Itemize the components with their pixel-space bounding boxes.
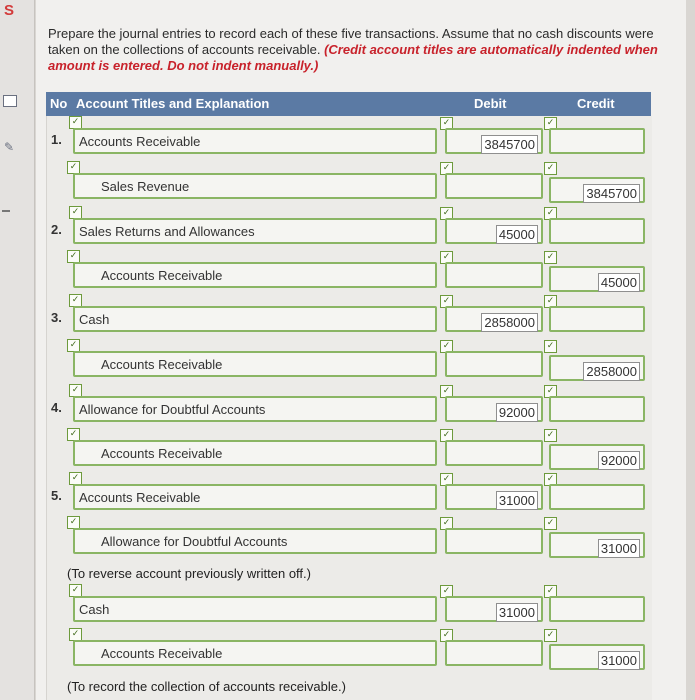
- header-no: No: [50, 96, 68, 111]
- debit-check-icon: ✓: [440, 385, 453, 398]
- entry-number: 4.: [51, 400, 62, 415]
- account-title-input[interactable]: Sales Returns and Allowances: [73, 218, 437, 244]
- debit-check-icon: ✓: [440, 340, 453, 353]
- credit-input[interactable]: [549, 128, 645, 154]
- entry-number: 5.: [51, 488, 62, 503]
- credit-check-icon: ✓: [544, 162, 557, 175]
- left-edge-strip: [0, 0, 35, 700]
- debit-input[interactable]: [445, 218, 543, 244]
- account-check-icon: ✓: [67, 250, 80, 263]
- account-title-input[interactable]: Cash: [73, 596, 437, 622]
- debit-value: 31000: [496, 603, 538, 622]
- credit-input[interactable]: [549, 266, 645, 292]
- table-row: [47, 430, 652, 475]
- entry-number: 2.: [51, 222, 62, 237]
- credit-input[interactable]: [549, 644, 645, 670]
- account-title-input[interactable]: Accounts Receivable: [73, 440, 437, 466]
- credit-value: 31000: [598, 539, 640, 558]
- edge-calculator-icon[interactable]: [3, 95, 17, 107]
- journal-table: [46, 116, 652, 700]
- table-row: [47, 386, 652, 431]
- credit-check-icon: ✓: [544, 473, 557, 486]
- debit-input[interactable]: [445, 128, 543, 154]
- credit-check-icon: ✓: [544, 117, 557, 130]
- header-debit: Debit: [474, 96, 507, 111]
- debit-check-icon: ✓: [440, 517, 453, 530]
- debit-value: 45000: [496, 225, 538, 244]
- account-check-icon: ✓: [69, 472, 82, 485]
- table-row: [47, 474, 652, 519]
- header-credit: Credit: [577, 96, 615, 111]
- account-check-icon: ✓: [67, 339, 80, 352]
- credit-check-icon: ✓: [544, 207, 557, 220]
- credit-check-icon: ✓: [544, 585, 557, 598]
- entry-explanation: (To record the collection of accounts receivable.): [67, 679, 346, 694]
- credit-check-icon: ✓: [544, 340, 557, 353]
- debit-input[interactable]: [445, 440, 543, 466]
- credit-input[interactable]: [549, 218, 645, 244]
- table-row: [47, 296, 652, 341]
- account-check-icon: ✓: [69, 206, 82, 219]
- table-row: [47, 586, 652, 631]
- debit-input[interactable]: [445, 596, 543, 622]
- debit-value: 92000: [496, 403, 538, 422]
- debit-value: 31000: [496, 491, 538, 510]
- table-row: [47, 252, 652, 297]
- credit-check-icon: ✓: [544, 295, 557, 308]
- credit-value: 92000: [598, 451, 640, 470]
- journal-table-header: [46, 92, 651, 116]
- credit-check-icon: ✓: [544, 429, 557, 442]
- credit-value: 45000: [598, 273, 640, 292]
- account-check-icon: ✓: [69, 294, 82, 307]
- table-row: [47, 163, 652, 208]
- debit-check-icon: ✓: [440, 207, 453, 220]
- debit-check-icon: ✓: [440, 429, 453, 442]
- account-title-input[interactable]: Accounts Receivable: [73, 484, 437, 510]
- debit-input[interactable]: [445, 173, 543, 199]
- account-title-input[interactable]: Accounts Receivable: [73, 262, 437, 288]
- debit-check-icon: ✓: [440, 117, 453, 130]
- account-title-input[interactable]: Allowance for Doubtful Accounts: [73, 396, 437, 422]
- instructions-text: Prepare the journal entries to record each of these five transactions. Assume that no cash discounts were taken on the collections of accounts receivable.: [48, 26, 654, 57]
- edge-pencil-icon[interactable]: ✎: [4, 140, 15, 154]
- credit-input[interactable]: [549, 355, 645, 381]
- account-check-icon: ✓: [69, 384, 82, 397]
- entry-number: 3.: [51, 310, 62, 325]
- table-row: [47, 341, 652, 386]
- debit-value: 3845700: [481, 135, 538, 154]
- table-row: [47, 118, 652, 163]
- debit-check-icon: ✓: [440, 162, 453, 175]
- credit-value: 3845700: [583, 184, 640, 203]
- credit-check-icon: ✓: [544, 517, 557, 530]
- edge-letter: S: [4, 2, 15, 19]
- credit-input[interactable]: [549, 396, 645, 422]
- credit-value: 31000: [598, 651, 640, 670]
- account-title-input[interactable]: Sales Revenue: [73, 173, 437, 199]
- header-account: Account Titles and Explanation: [76, 96, 270, 111]
- table-row: [47, 630, 652, 675]
- credit-input[interactable]: [549, 444, 645, 470]
- account-check-icon: ✓: [67, 161, 80, 174]
- credit-check-icon: ✓: [544, 385, 557, 398]
- credit-check-icon: ✓: [544, 251, 557, 264]
- debit-value: 2858000: [481, 313, 538, 332]
- credit-input[interactable]: [549, 596, 645, 622]
- debit-input[interactable]: [445, 484, 543, 510]
- debit-check-icon: ✓: [440, 295, 453, 308]
- instructions: [48, 26, 668, 74]
- debit-input[interactable]: [445, 528, 543, 554]
- account-title-input[interactable]: Accounts Receivable: [73, 351, 437, 377]
- debit-input[interactable]: [445, 262, 543, 288]
- credit-value: 2858000: [583, 362, 640, 381]
- credit-input[interactable]: [549, 532, 645, 558]
- account-title-input[interactable]: Accounts Receivable: [73, 640, 437, 666]
- entry-explanation: (To reverse account previously written off.): [67, 566, 311, 581]
- debit-input[interactable]: [445, 396, 543, 422]
- instructions-note: (Credit account titles are automatically indented when amount is entered. Do not indent manually.): [48, 42, 658, 73]
- credit-check-icon: ✓: [544, 629, 557, 642]
- account-check-icon: ✓: [67, 428, 80, 441]
- account-check-icon: ✓: [69, 628, 82, 641]
- credit-input[interactable]: [549, 484, 645, 510]
- debit-input[interactable]: [445, 640, 543, 666]
- debit-input[interactable]: [445, 351, 543, 377]
- debit-check-icon: ✓: [440, 251, 453, 264]
- debit-input[interactable]: [445, 306, 543, 332]
- debit-check-icon: ✓: [440, 473, 453, 486]
- edge-dash-icon: [2, 210, 10, 212]
- credit-input[interactable]: [549, 306, 645, 332]
- account-title-input[interactable]: Allowance for Doubtful Accounts: [73, 528, 437, 554]
- account-check-icon: ✓: [69, 584, 82, 597]
- credit-input[interactable]: [549, 177, 645, 203]
- table-row: [47, 518, 652, 563]
- account-check-icon: ✓: [69, 116, 82, 129]
- table-row: [47, 208, 652, 253]
- debit-check-icon: ✓: [440, 629, 453, 642]
- account-title-input[interactable]: Cash: [73, 306, 437, 332]
- account-check-icon: ✓: [67, 516, 80, 529]
- entry-number: 1.: [51, 132, 62, 147]
- account-title-input[interactable]: Accounts Receivable: [73, 128, 437, 154]
- debit-check-icon: ✓: [440, 585, 453, 598]
